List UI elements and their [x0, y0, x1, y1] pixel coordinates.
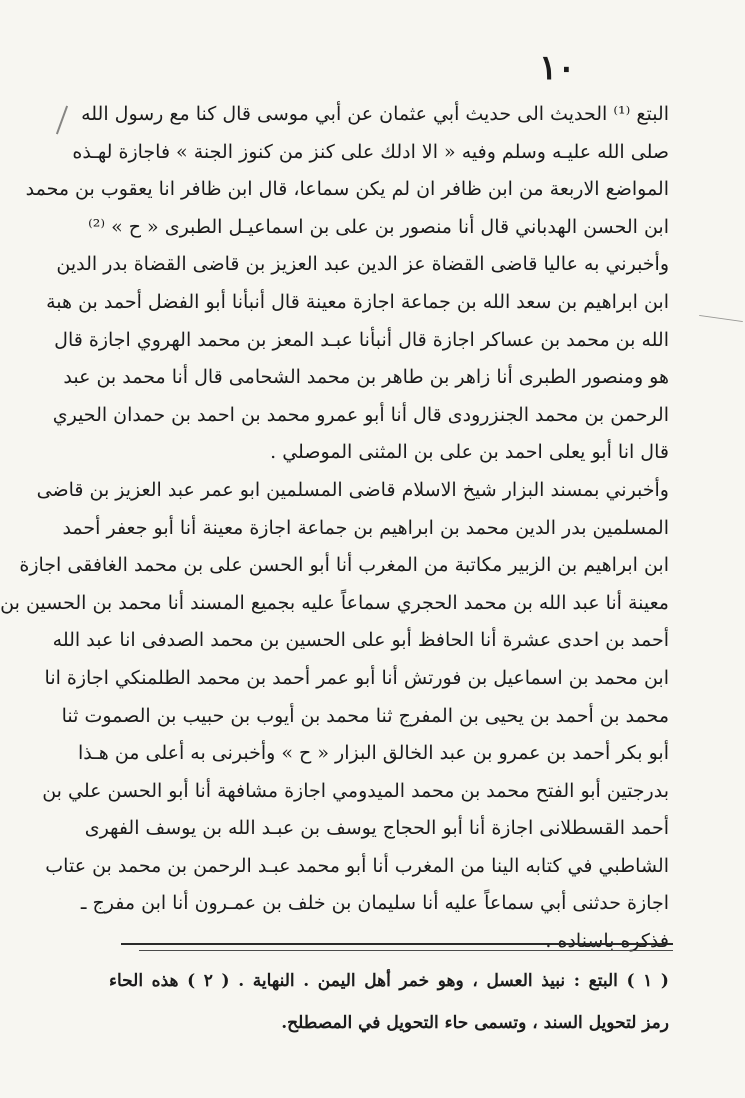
text-line: اجازة حدثنى أبي سماعاً عليه أنا سليمان بن خلف بن عمـرون أنا ابن مفرج ـ	[80, 892, 669, 915]
text-line: ابن الحسن الهدباني قال أنا منصور بن على بن اسماعيـل الطبرى « ح » ⁽²⁾	[88, 215, 669, 238]
text-line: الشاطبي في كتابه الينا من المغرب أنا أبو محمد عبـد الرحمن بن محمد بن عتاب	[45, 854, 669, 877]
margin-pen-mark	[699, 315, 743, 322]
text-line: أحمد بن احدى عشرة أنا الحافظ أبو على الحسين بن محمد الصدفى انا عبد الله	[52, 629, 669, 652]
text-line: ابن محمد بن اسماعيل بن فورتش أنا أبو عمر أحمد بن محمد الطلمنكي اجازة انا	[44, 666, 669, 689]
text-line: أبو بكر أحمد بن عمرو بن عبد الخالق البزار « ح » وأخبرنى به أعلى من هـذا	[77, 742, 669, 765]
footnote-divider	[121, 943, 673, 945]
text-line: وأخبرني بمسند البزار شيخ الاسلام قاضى المسلمين ابو عمر عبد العزيز بن قاضى	[36, 478, 669, 501]
text-line: معينة أنا عبد الله بن محمد الحجري سماعاً عليه بجميع المسند أنا محمد بن الحسين بن	[0, 591, 669, 614]
text-line: محمد بن أحمد بن يحيى بن المفرج ثنا محمد بن أيوب بن حبيب بن الصموت ثنا	[61, 704, 669, 727]
footnote-divider	[139, 950, 673, 951]
text-line: فذكره باسناده .	[545, 930, 669, 953]
text-line: ابن ابراهيم بن سعد الله بن جماعة اجازة معينة قال أنبأنا أبو الفضل أحمد بن هبة	[46, 290, 669, 313]
footnote-line: رمز لتحويل السند ، وتسمى حاء التحويل في المصطلح.	[281, 1013, 669, 1033]
text-line: صلى الله عليـه وسلم وفيه « الا ادلك على كنز من كنوز الجنة » فاجازة لهـذه	[72, 140, 669, 163]
footnote-line: ( ١ ) البتع : نبيذ العسل ، وهو خمر أهل اليمن . النهاية . ( ٢ ) هذه الحاء	[109, 971, 669, 991]
text-line: هو ومنصور الطبرى أنا زاهر بن طاهر بن محمد الشحامى قال أنا محمد بن عبد	[63, 366, 669, 389]
text-line: ابن ابراهيم بن الزبير مكاتبة من المغرب أنا أبو الحسن على بن محمد الغافقى اجازة	[19, 554, 669, 577]
text-line: المواضع الاربعة من ابن ظافر ان لم يكن سماعا، قال ابن ظافر انا يعقوب بن محمد	[25, 178, 669, 201]
footnotes	[109, 960, 669, 1044]
margin-pen-mark	[56, 106, 68, 135]
text-line: أحمد القسطلانى اجازة أنا أبو الحجاج يوسف بن عبـد الله بن يوسف الفهرى	[84, 817, 669, 840]
text-line: وأخبرني به عاليا قاضى القضاة عز الدين عبد العزيز بن قاضى القضاة بدر الدين	[56, 253, 669, 276]
text-line: الرحمن بن محمد الجنزرودى قال أنا أبو عمرو محمد بن احمد بن حمدان الحيري	[52, 403, 669, 426]
main-text	[0, 96, 669, 961]
text-line: قال انا أبو يعلى احمد بن على بن المثنى الموصلي .	[270, 441, 669, 464]
text-line: البتع ⁽¹⁾ الحديث الى حديث أبي عثمان عن أبي موسى قال كنا مع رسول الله	[81, 103, 669, 125]
page-number: ١٠	[539, 48, 576, 88]
text-line: المسلمين بدر الدين محمد بن ابراهيم بن جماعة اجازة معينة أنا أبو جعفر أحمد	[62, 516, 669, 539]
text-line: الله بن محمد بن عساكر اجازة قال أنبأنا عبـد المعز بن محمد الهروي اجازة قال	[54, 328, 669, 351]
text-line: بدرجتين أبو الفتح محمد بن محمد الميدومي اجازة مشافهة أنا أبو الحسن علي بن	[42, 779, 669, 802]
